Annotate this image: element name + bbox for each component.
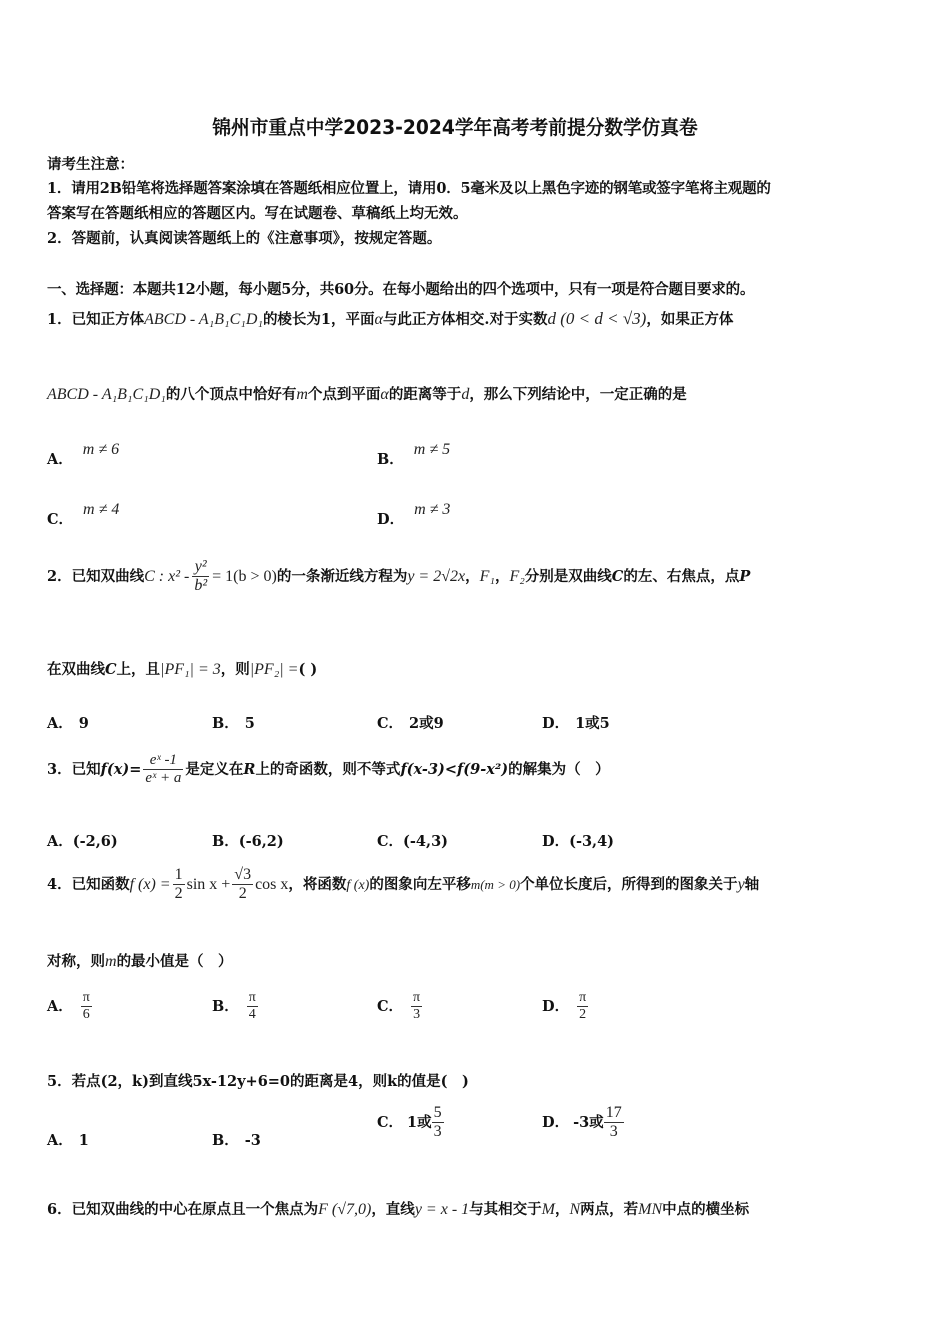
- option-label: A．: [47, 715, 73, 732]
- q2-option-a[interactable]: [47, 712, 89, 733]
- option-label: C．: [47, 511, 74, 528]
- option-value: 2或9: [409, 715, 444, 732]
- notice-line-2: 答案写在答题纸相应的答题区内。写在试题卷、草稿纸上均无效。: [47, 205, 468, 222]
- question-5: 5．若点(2，k)到直线5x-12y+6=0的距离是4，则k的值是( ): [47, 1073, 469, 1090]
- question-4-line-2: [47, 950, 233, 971]
- option-value: -3: [244, 1132, 261, 1149]
- option-label: D．: [542, 715, 570, 732]
- option-fraction: [247, 990, 258, 1023]
- q1-option-c[interactable]: [47, 498, 120, 528]
- option-label: D．: [542, 998, 570, 1015]
- q1-text: 的棱长为1，平面: [262, 311, 375, 328]
- denominator: 2: [579, 1007, 587, 1022]
- q2-option-b[interactable]: [212, 712, 255, 733]
- option-label: C．: [377, 715, 404, 732]
- q5-option-d[interactable]: [542, 1104, 624, 1141]
- q1-cube: ABCD - A₁B₁C₁D₁: [144, 311, 263, 328]
- q2-text: 2．已知双曲线: [47, 568, 145, 585]
- q3-fraction: [143, 752, 183, 787]
- denominator: 4: [248, 1007, 256, 1022]
- q6-text: ，直线: [371, 1201, 415, 1218]
- option-label: B．: [212, 998, 239, 1015]
- q4-shift: m(m > 0): [470, 877, 521, 892]
- q2-text: 的左、右焦点，点: [623, 568, 740, 585]
- q2-f2: F₂: [509, 568, 525, 585]
- q3-option-b[interactable]: [212, 830, 284, 851]
- q4-option-c[interactable]: [377, 990, 422, 1023]
- q6-sep: ，: [554, 1201, 570, 1218]
- notice-heading: 请考生注意：: [47, 156, 134, 173]
- q2-text: 上，且: [116, 661, 161, 678]
- q4-text: 个单位长度后，所得到的图象关于: [520, 876, 738, 893]
- option-label: D．: [542, 1114, 570, 1131]
- numerator: π: [579, 990, 587, 1005]
- question-2-line-1: [47, 558, 750, 595]
- numerator: π: [82, 990, 90, 1005]
- q5-option-b[interactable]: [212, 1129, 261, 1150]
- option-value: (-6,2): [238, 833, 284, 850]
- q4-text: 的最小值是（ ）: [116, 953, 233, 970]
- q2-sep: ，: [465, 568, 480, 585]
- denominator: 3: [433, 1123, 442, 1140]
- q3-option-c[interactable]: [377, 830, 448, 851]
- numerator: π: [248, 990, 256, 1005]
- option-label: A．: [47, 998, 73, 1015]
- q4-fraction: [232, 866, 253, 903]
- option-label: B．: [377, 451, 404, 468]
- option-label: A．: [47, 1132, 73, 1149]
- q5-option-c[interactable]: [377, 1104, 444, 1141]
- denominator: b²: [194, 577, 208, 594]
- question-1-line-2: [47, 383, 687, 404]
- q3-option-d[interactable]: [542, 830, 614, 851]
- question-1-line-1: [47, 308, 733, 329]
- q4-text: ，将函数: [288, 876, 347, 893]
- denominator: 3: [413, 1007, 421, 1022]
- q4-y: y: [737, 876, 745, 893]
- q1-option-a[interactable]: [47, 438, 120, 468]
- q3-r: R: [243, 761, 256, 778]
- q2-pf2: |PF₂| =: [249, 661, 299, 678]
- option-value: 5: [244, 715, 255, 732]
- option-value: (-3,4): [569, 833, 615, 850]
- q6-m: M: [541, 1201, 555, 1218]
- denominator: 2: [238, 885, 247, 902]
- q3-fx: f(x)=: [100, 761, 142, 778]
- q4-option-a[interactable]: [47, 990, 92, 1023]
- q2-f1: F₁: [479, 568, 495, 585]
- q2-p: P: [739, 568, 751, 585]
- q1-option-d[interactable]: [377, 498, 451, 528]
- q1-alpha: α: [374, 311, 383, 328]
- numerator: y²: [192, 558, 209, 577]
- option-fraction: [81, 990, 92, 1023]
- q1-cube: ABCD - A₁B₁C₁D₁: [47, 386, 166, 403]
- numerator: 1: [174, 866, 183, 883]
- q4-text: 轴: [744, 876, 760, 893]
- q2-text: 在双曲线: [47, 661, 105, 678]
- q1-alpha: α: [380, 386, 389, 403]
- q4-text: 对称，则: [47, 953, 105, 970]
- q6-line: y = x - 1: [414, 1201, 470, 1218]
- numerator: eˣ -1: [143, 752, 183, 770]
- option-value: 1: [78, 1132, 89, 1149]
- section-heading: 一、选择题：本题共12小题，每小题5分，共60分。在每小题给出的四个选项中，只有一项是符合题目要求的。: [47, 281, 755, 298]
- q6-focus: F (√7,0): [318, 1201, 372, 1218]
- page-title: 锦州市重点中学2023-2024学年高考考前提分数学仿真卷: [212, 116, 698, 139]
- numerator: √3: [234, 866, 252, 883]
- q2-c: C: [611, 568, 624, 585]
- option-value: m ≠ 4: [83, 501, 120, 518]
- q6-text: 中点的横坐标: [662, 1201, 750, 1218]
- q1-d-range: d (0 < d < √3): [547, 309, 647, 328]
- q1-text: 个点到平面: [307, 386, 381, 403]
- question-4-line-1: [47, 866, 759, 903]
- option-value: -3或: [573, 1114, 604, 1131]
- q6-mn: MN: [638, 1201, 663, 1218]
- q6-text: 两点，若: [580, 1201, 639, 1218]
- q3-text: 上的奇函数，则不等式: [255, 761, 401, 778]
- q2-text: ，则: [220, 661, 250, 678]
- q2-option-c[interactable]: [377, 712, 444, 733]
- option-label: C．: [377, 833, 404, 850]
- q4-fx: f (x): [346, 878, 370, 893]
- q3-option-a[interactable]: [47, 830, 118, 851]
- q6-text: 6．已知双曲线的中心在原点且一个焦点为: [47, 1201, 319, 1218]
- q2-asymptote: y = 2√2x: [407, 568, 466, 585]
- q3-text: 是定义在: [185, 761, 244, 778]
- option-fraction: [604, 1104, 624, 1141]
- q2-pf1: |PF₁| = 3: [160, 661, 221, 678]
- q2-sep: ，: [494, 568, 510, 585]
- q2-blank: ( ): [298, 661, 318, 678]
- q4-function: sin x +: [186, 876, 231, 893]
- denominator: 2: [174, 885, 183, 902]
- q3-text: 3．已知: [47, 761, 101, 778]
- option-value: 9: [78, 715, 89, 732]
- option-label: B．: [212, 1132, 239, 1149]
- option-fraction: [432, 1104, 444, 1141]
- option-label: A．: [47, 451, 73, 468]
- q2-fraction: [192, 558, 209, 595]
- q2-c: C: [105, 661, 117, 678]
- q2-option-d[interactable]: [542, 712, 610, 733]
- q4-text: 4．已知函数: [47, 876, 130, 893]
- q1-text: 的八个顶点中恰好有: [165, 386, 297, 403]
- q4-option-d[interactable]: [542, 990, 588, 1023]
- notice-line-3: 2．答题前，认真阅读答题纸上的《注意事项》，按规定答题。: [47, 230, 442, 247]
- q1-text: ，那么下列结论中，一定正确的是: [469, 386, 687, 403]
- option-fraction: [577, 990, 588, 1023]
- q4-function: f (x) =: [129, 876, 171, 893]
- q1-text: 的距离等于: [388, 386, 462, 403]
- q2-hyperbola: C : x² -: [144, 568, 190, 585]
- q3-inequality: f(x-3)<f(9-x²): [400, 761, 509, 778]
- q6-text: 与其相交于: [469, 1201, 542, 1218]
- q2-text: 的一条渐近线方程为: [276, 568, 408, 585]
- option-value: m ≠ 5: [413, 441, 451, 458]
- numerator: π: [413, 990, 421, 1005]
- q1-d-var: d: [461, 386, 470, 403]
- option-fraction: [411, 990, 422, 1023]
- option-label: B．: [212, 715, 239, 732]
- numerator: 17: [605, 1104, 622, 1121]
- option-label: A．: [47, 833, 73, 850]
- option-value: m ≠ 3: [414, 501, 451, 518]
- q4-text: 的图象向左平移: [369, 876, 471, 893]
- denominator: 6: [82, 1007, 90, 1022]
- q4-function: cos x: [255, 876, 289, 893]
- q4-option-b[interactable]: [212, 990, 258, 1023]
- numerator: 5: [433, 1104, 442, 1121]
- q1-m-var: m: [296, 386, 308, 403]
- question-6: [47, 1198, 749, 1219]
- q4-m: m: [105, 953, 117, 970]
- option-value: 1或5: [575, 715, 610, 732]
- q2-text: 分别是双曲线: [524, 568, 612, 585]
- q1-option-b[interactable]: [377, 438, 451, 468]
- option-label: C．: [377, 998, 404, 1015]
- q1-text: 1．已知正方体: [47, 311, 145, 328]
- denominator: 3: [609, 1123, 618, 1140]
- option-label: B．: [212, 833, 239, 850]
- option-label: D．: [542, 833, 570, 850]
- option-label: D．: [377, 511, 405, 528]
- option-value: (-4,3): [403, 833, 449, 850]
- q3-text: 的解集为（ ）: [508, 761, 610, 778]
- option-value: (-2,6): [72, 833, 118, 850]
- option-value: m ≠ 6: [82, 441, 120, 458]
- denominator: eˣ + a: [145, 770, 182, 786]
- q2-hyperbola: = 1(b > 0): [212, 568, 277, 585]
- q1-text: ，如果正方体: [646, 311, 734, 328]
- option-label: C．: [377, 1114, 404, 1131]
- q4-fraction: [173, 866, 185, 903]
- question-3: [47, 752, 610, 787]
- question-2-line-2: [47, 658, 317, 679]
- option-value: 1或: [407, 1114, 432, 1131]
- q1-text: 与此正方体相交.对于实数: [382, 311, 548, 328]
- q6-n: N: [569, 1201, 581, 1218]
- q5-option-a[interactable]: [47, 1129, 89, 1150]
- notice-line-1: 1．请用2B铅笔将选择题答案涂填在答题纸相应位置上，请用0．5毫米及以上黑色字迹的钢笔或签字笔将主观题的: [47, 180, 771, 197]
